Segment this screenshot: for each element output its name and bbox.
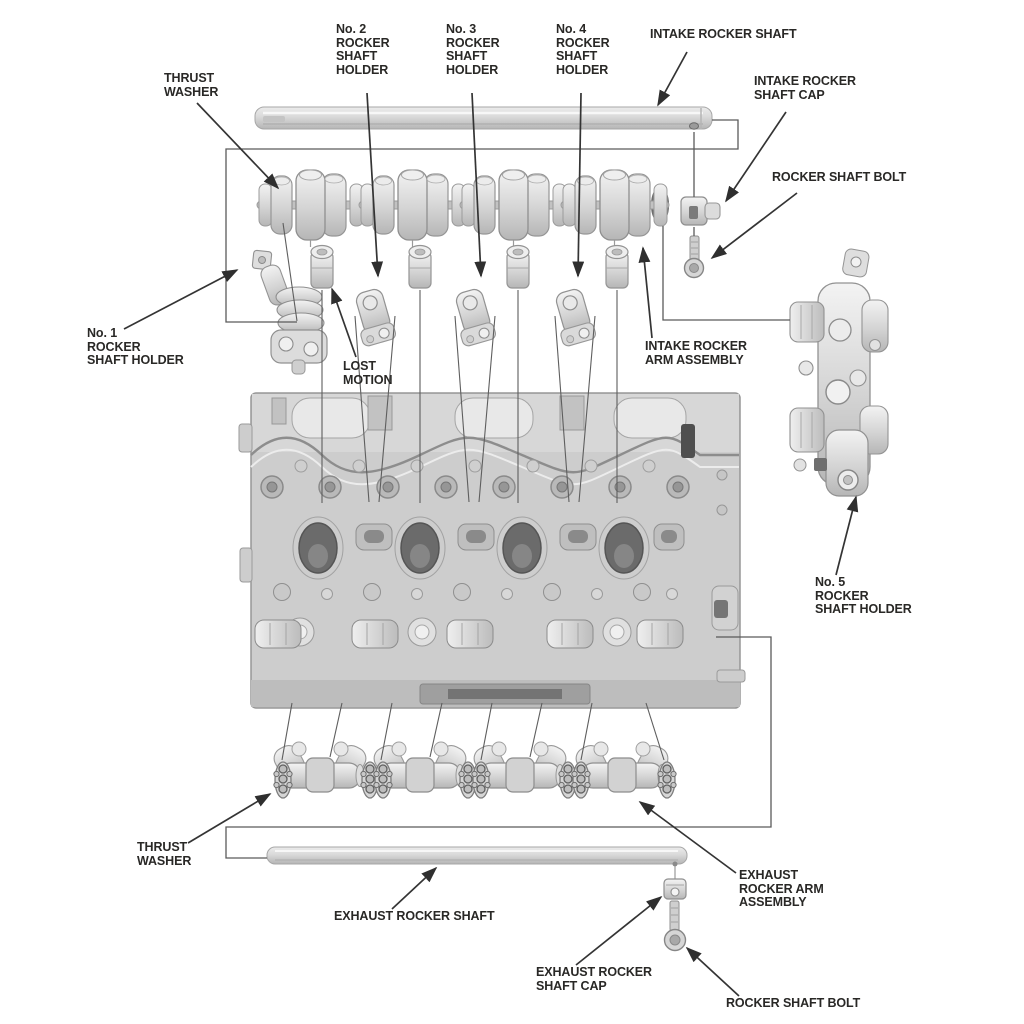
label-line: ROCKER: [87, 339, 141, 354]
label-rocker-shaft-bolt-top: [772, 171, 906, 185]
label-line: LOST: [343, 359, 376, 373]
leader-no5-holder: [836, 497, 856, 575]
intake-rocker-shaft-cap-drawing: [681, 197, 720, 225]
label-exhaust-rocker-shaft-cap: [536, 966, 652, 993]
label-line: ROCKER: [556, 35, 610, 50]
label-line: No. 5: [815, 575, 846, 589]
cylinder-head-drawing: [239, 393, 740, 708]
intake-rocker-arm-assemblies: [257, 170, 669, 247]
label-line: ASSEMBLY: [739, 895, 807, 909]
label-no4-rocker-shaft-holder: [556, 23, 610, 77]
leader-intake-shaft: [658, 52, 687, 105]
label-line: INTAKE ROCKER: [754, 74, 856, 88]
label-line: SHAFT HOLDER: [87, 353, 184, 367]
label-no3-rocker-shaft-holder: [446, 23, 500, 77]
label-exhaust-rocker-arm-assembly: [739, 869, 824, 910]
rocker-shaft-holders-2-3-4: [350, 287, 597, 347]
label-intake-rocker-shaft-cap: [754, 75, 856, 102]
label-no5-rocker-shaft-holder: [815, 576, 912, 617]
label-line: THRUST: [164, 71, 215, 85]
label-thrust-washer-top: [164, 72, 218, 99]
label-line: INTAKE ROCKER SHAFT: [650, 27, 797, 41]
label-line: SHAFT CAP: [536, 978, 607, 993]
label-no2-rocker-shaft-holder: [336, 23, 390, 77]
leader-intake-cap: [726, 112, 786, 201]
rocker-shaft-bolt-bottom-drawing: [665, 901, 686, 951]
leader-bolt-bottom: [687, 948, 739, 996]
label-line: HOLDER: [336, 62, 389, 77]
label-line: ROCKER ARM: [739, 881, 824, 896]
label-line: ROCKER SHAFT BOLT: [726, 996, 861, 1010]
label-intake-rocker-arm-assembly: [645, 340, 747, 367]
rocker-shaft-holder-5-drawing: [790, 248, 888, 496]
label-line: No. 1: [87, 326, 118, 340]
intake-rocker-shaft-drawing: [255, 107, 712, 129]
label-rocker-shaft-bolt-bottom: [726, 997, 860, 1011]
label-line: ROCKER: [446, 35, 500, 50]
label-line: SHAFT HOLDER: [815, 602, 912, 616]
label-line: SHAFT CAP: [754, 87, 825, 102]
leader-lost-motion: [332, 289, 356, 357]
label-line: ROCKER SHAFT BOLT: [772, 170, 907, 184]
label-line: SHAFT: [556, 49, 598, 63]
lost-motion-assemblies: [311, 246, 628, 289]
label-line: EXHAUST ROCKER: [536, 965, 652, 979]
label-line: SHAFT: [446, 49, 488, 63]
leader-bolt-top: [712, 193, 797, 258]
label-lost-motion: [343, 360, 392, 387]
label-line: No. 3: [446, 22, 477, 36]
label-line: MOTION: [343, 372, 393, 387]
label-line: ARM ASSEMBLY: [645, 352, 744, 367]
label-line: THRUST: [137, 840, 188, 854]
label-line: HOLDER: [446, 62, 499, 77]
leader-exhaust-shaft: [392, 868, 436, 909]
leader-thrust-washer-bottom: [188, 794, 270, 843]
label-line: ROCKER: [815, 588, 869, 603]
label-no1-rocker-shaft-holder: [87, 327, 184, 368]
exhaust-rocker-shaft-cap-drawing: [664, 879, 686, 899]
label-line: EXHAUST ROCKER SHAFT: [334, 909, 495, 923]
label-exhaust-rocker-shaft: [334, 910, 495, 924]
label-line: EXHAUST: [739, 868, 799, 882]
rocker-shaft-bolt-top-drawing: [685, 236, 704, 278]
leader-intake-arm: [643, 248, 652, 338]
label-line: WASHER: [137, 853, 192, 868]
label-line: WASHER: [164, 84, 219, 99]
label-intake-rocker-shaft: [650, 28, 796, 42]
label-thrust-washer-bottom: [137, 841, 191, 868]
label-line: HOLDER: [556, 62, 609, 77]
label-line: No. 4: [556, 22, 587, 36]
label-line: SHAFT: [336, 49, 378, 63]
label-line: INTAKE ROCKER: [645, 339, 747, 353]
exhaust-rocker-shaft-drawing: [267, 847, 687, 880]
label-line: No. 2: [336, 22, 367, 36]
leader-no1-holder: [124, 270, 237, 329]
label-line: ROCKER: [336, 35, 390, 50]
leader-exhaust-cap: [576, 897, 661, 965]
head-side-stub: [717, 670, 745, 682]
